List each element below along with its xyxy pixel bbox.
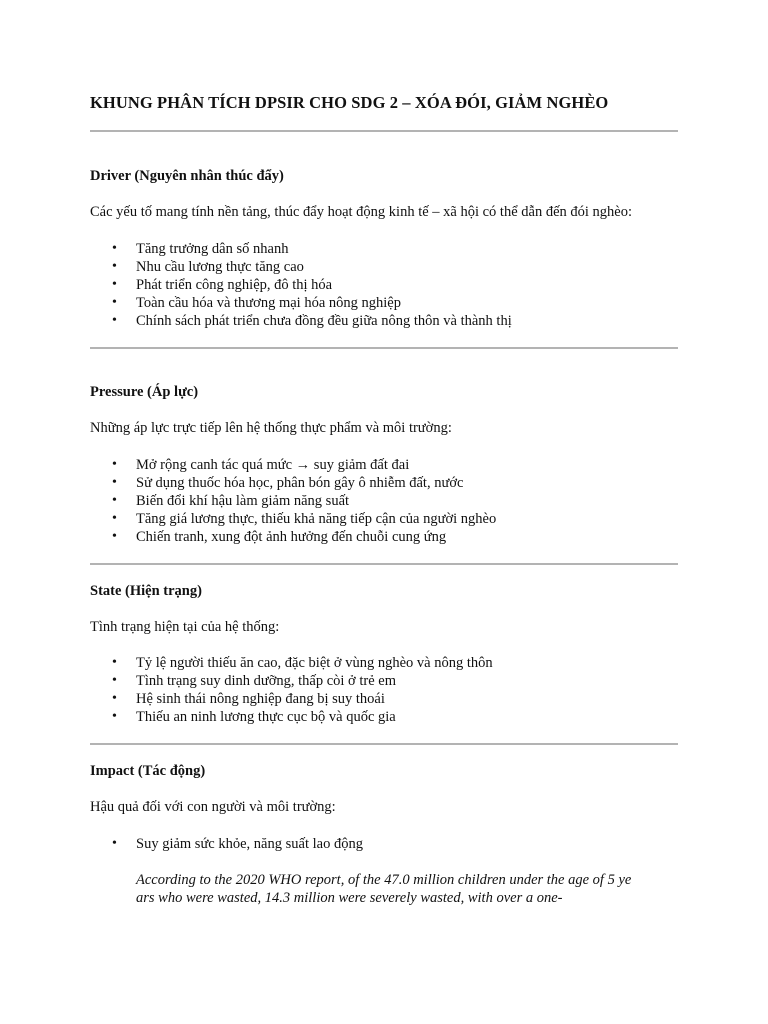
section-intro-driver: Các yếu tố mang tính nền tảng, thúc đẩy hoạt động kinh tế – xã hội có thể dẫn đến đói nghèo:	[90, 204, 633, 220]
list-item	[90, 835, 363, 853]
list-item-text: Tăng giá lương thực, thiếu khả năng tiếp cận của người nghèo	[136, 511, 497, 527]
section-heading-impact: Impact (Tác động)	[90, 763, 206, 779]
bullet-icon: •	[112, 709, 117, 724]
list-item	[90, 276, 512, 294]
bullet-icon: •	[112, 295, 117, 310]
list-item	[90, 654, 493, 672]
bullet-icon: •	[112, 673, 117, 688]
quote-line: According to the 2020 WHO report, of the 47.0 million children under the age of 5 ye	[136, 872, 632, 888]
quote-line: ars who were wasted, 14.3 million were severely wasted, with over a one-	[136, 890, 563, 906]
list-item	[90, 672, 493, 690]
list-item	[90, 708, 493, 726]
bullet-icon: •	[112, 277, 117, 292]
quote-paragraph	[136, 871, 678, 907]
section-intro-state: Tình trạng hiện tại của hệ thống:	[90, 619, 280, 635]
list-item-text: Sử dụng thuốc hóa học, phân bón gây ô nhiễm đất, nước	[136, 475, 464, 491]
divider	[90, 130, 678, 132]
list-item-text: Nhu cầu lương thực tăng cao	[136, 259, 304, 275]
bullet-icon: •	[112, 691, 117, 706]
document-title: KHUNG PHÂN TÍCH DPSIR CHO SDG 2 – XÓA ĐÓI, GIẢM NGHÈO	[90, 93, 609, 112]
list-item	[90, 294, 512, 312]
list-item-text: Mở rộng canh tác quá mức → suy giảm đất đai	[136, 457, 410, 473]
list-item	[90, 492, 496, 510]
divider	[90, 347, 678, 349]
section-heading-state: State (Hiện trạng)	[90, 583, 202, 599]
bullet-icon: •	[112, 313, 117, 328]
bullet-icon: •	[112, 529, 117, 544]
list-item	[90, 456, 496, 474]
bullet-icon: •	[112, 475, 117, 490]
bullet-icon: •	[112, 511, 117, 526]
list-item-text: Thiếu an ninh lương thực cục bộ và quốc gia	[136, 709, 396, 725]
list-item	[90, 510, 496, 528]
list-item-text: Phát triển công nghiệp, đô thị hóa	[136, 277, 333, 293]
list-item	[90, 528, 496, 546]
list-item-text: Suy giảm sức khỏe, năng suất lao động	[136, 836, 363, 852]
list-item-text: Tỷ lệ người thiếu ăn cao, đặc biệt ở vùng nghèo và nông thôn	[136, 655, 493, 671]
section-intro-impact: Hậu quả đối với con người và môi trường:	[90, 799, 336, 815]
list-item	[90, 240, 512, 258]
list-item-text: Tình trạng suy dinh dưỡng, thấp còi ở trẻ em	[136, 673, 396, 689]
list-item	[90, 312, 512, 330]
bullet-icon: •	[112, 259, 117, 274]
divider	[90, 563, 678, 565]
list-item-text: Chính sách phát triển chưa đồng đều giữa nông thôn và thành thị	[136, 313, 512, 329]
bullet-list-impact	[90, 835, 363, 853]
section-intro-pressure: Những áp lực trực tiếp lên hệ thống thực phẩm và môi trường:	[90, 420, 452, 436]
bullet-icon: •	[112, 655, 117, 670]
divider	[90, 743, 678, 745]
list-item	[90, 474, 496, 492]
list-item-text: Chiến tranh, xung đột ảnh hưởng đến chuỗi cung ứng	[136, 529, 447, 545]
bullet-icon: •	[112, 493, 117, 508]
list-item-text: Biến đổi khí hậu làm giảm năng suất	[136, 493, 350, 509]
list-item-text: Tăng trưởng dân số nhanh	[136, 241, 289, 257]
bullet-list-pressure	[90, 456, 496, 546]
list-item-text: Hệ sinh thái nông nghiệp đang bị suy thoái	[136, 691, 385, 707]
bullet-icon: •	[112, 836, 117, 851]
list-item-text: Toàn cầu hóa và thương mại hóa nông nghiệp	[136, 295, 401, 311]
bullet-list-driver	[90, 240, 512, 330]
list-item	[90, 258, 512, 276]
list-item	[90, 690, 493, 708]
bullet-list-state	[90, 654, 493, 726]
bullet-icon: •	[112, 241, 117, 256]
bullet-icon: •	[112, 457, 117, 472]
section-heading-pressure: Pressure (Áp lực)	[90, 384, 199, 400]
section-heading-driver: Driver (Nguyên nhân thúc đẩy)	[90, 168, 284, 184]
